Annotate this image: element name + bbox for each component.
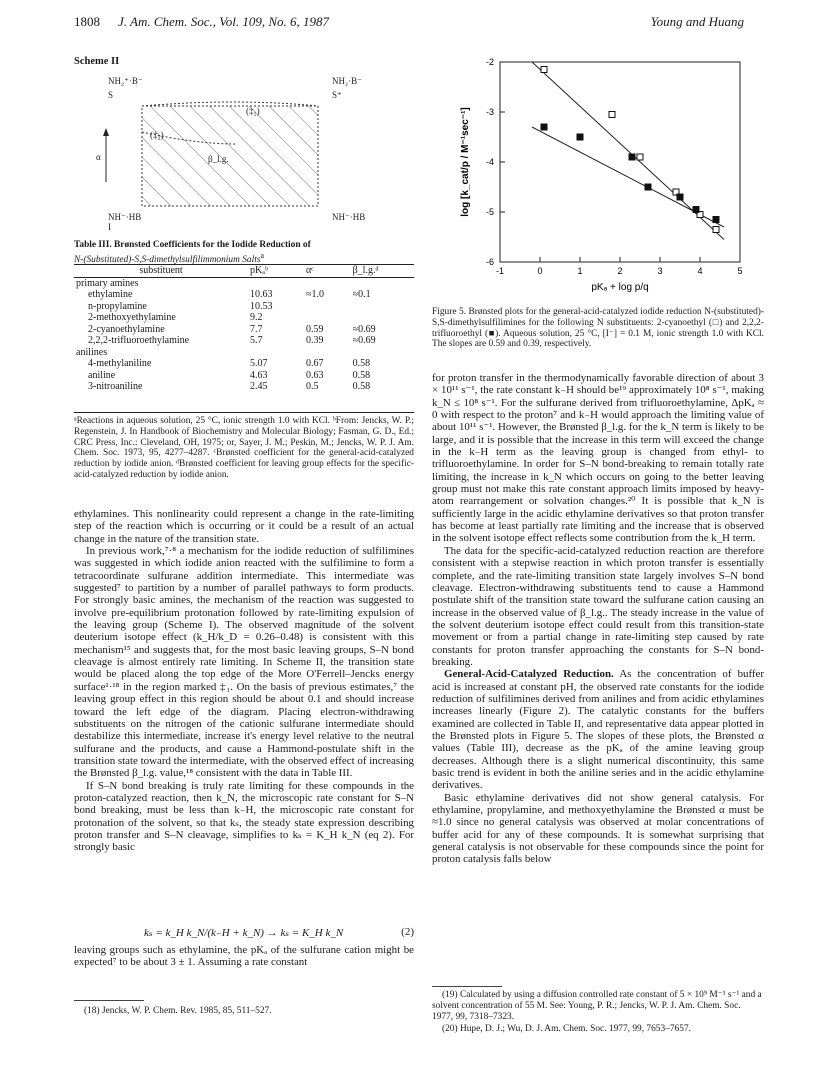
table-cell <box>304 301 351 313</box>
scheme-label: I <box>108 222 111 232</box>
table-cell: 0.58 <box>352 381 371 392</box>
filled-square-point <box>645 184 651 190</box>
table-cell: ≈0.69 <box>352 323 376 335</box>
table-row <box>74 370 414 382</box>
table-cell: ≈0.1 <box>352 289 371 300</box>
table-cell: n-propylamine <box>88 300 147 312</box>
table-cell: 0.58 <box>352 369 371 381</box>
filled-square-point <box>693 207 699 213</box>
scheme-label: NH⁻·HB <box>108 212 142 222</box>
left-footnote: (18) Jencks, W. P. Chem. Rev. 1985, 85, 511–527. <box>84 1006 272 1016</box>
table-cell: 2-methoxyethylamine <box>88 312 176 323</box>
table-row <box>74 301 414 313</box>
table-row <box>74 335 414 347</box>
table-row <box>74 381 414 393</box>
filled-square-point <box>677 194 683 200</box>
table-cell <box>351 301 414 313</box>
col-header: pKₐᵇ <box>248 265 304 278</box>
table-cell: 10.53 <box>250 300 273 312</box>
col-header: β_l.g.ᵈ <box>351 265 414 278</box>
y-tick-label: -3 <box>485 107 494 117</box>
paragraph: The data for the specific-acid-catalyzed reduction reaction are therefore consistent with a stepwise reaction in which proton transfer is essentially complete, and the rate-limiting transition state largely involves S–N bond cleavage. Electron-withdrawing substituents tend to cause a Hammond postulate shift of the transition state toward the sulfurane cation causing an increase in the observed value of β_l.g.. The steady increase in the value of the solvent deuterium isotope effect could result from this transition-state movement or from a partial change in rate-limiting step caused by rate constants for proton transfer approaching the constants for S–N bond-breaking. <box>432 544 764 668</box>
right-footnote: (19) Calculated by using a diffusion controlled rate constant of 5 × 10⁹ M⁻¹ s⁻¹ and a solvent concentration of 55 M. See: Young, P. R.; Jencks, W. P. J. Am. Chem. Soc. 1977, 99, 7318–7323. <box>432 990 762 1022</box>
paragraph: Basic ethylamine derivatives did not show general catalysis. For ethylamine, propylamine, and methoxyethylamine the Brønsted α must be ≈1.0 since no general catalysis was observed at molar concentrations of buffer acid for any of these compounds. It is somewhat surprising that general catalysis is not observable for these compounds since the point for proton catalysis falls below <box>432 791 764 866</box>
right-column-text <box>432 372 764 866</box>
x-tick-label: 3 <box>657 266 663 276</box>
filled-square-point <box>629 154 635 160</box>
col-header: αᶜ <box>304 265 351 278</box>
table-cell: 3-nitroaniline <box>88 381 143 392</box>
scheme-label: S⁺ <box>332 90 342 100</box>
table-row <box>74 289 414 301</box>
table-bottom-rule <box>74 412 414 413</box>
plot-frame <box>500 62 740 262</box>
x-axis-label: pKₐ + log p/q <box>591 282 649 293</box>
x-tick-label: 5 <box>737 266 743 276</box>
open-square-point <box>541 67 547 73</box>
x-tick-label: 2 <box>617 266 623 276</box>
scheme-diagram <box>96 72 396 232</box>
table-cell: 2,2,2-trifluoroethylamine <box>88 335 190 346</box>
scheme-title: Scheme II <box>74 56 120 67</box>
table-cell: ≈1.0 <box>306 289 325 300</box>
table-cell: 0.58 <box>352 358 371 369</box>
scheme-label: (‡₂) <box>150 130 164 140</box>
table-cell: 0.63 <box>306 369 324 381</box>
open-square-point <box>637 154 643 160</box>
scheme-label: S <box>108 90 114 100</box>
scheme-label: NH₂·B⁻ <box>332 76 362 86</box>
table-row <box>74 312 414 324</box>
filled-square-point <box>541 124 547 130</box>
scheme-label: β_l.g. <box>208 154 229 164</box>
paragraph: ethylamines. This nonlinearity could represent a change in the rate-limiting step of the reaction which is occurring or it could be a result of an actual change in the nature of the transition state. <box>74 508 414 545</box>
x-tick-label: 0 <box>537 266 543 276</box>
table-cell: 2.45 <box>250 381 268 392</box>
filled-square-point <box>577 134 583 140</box>
table-cell: 7.7 <box>250 323 263 335</box>
table-cell: 0.5 <box>306 381 319 392</box>
table-group-row <box>74 347 414 359</box>
x-tick-label: 1 <box>577 266 583 276</box>
paragraph: If S–N bond breaking is truly rate limiting for these compounds in the proton-catalyzed reaction, then k_N, the microscopic rate constant for S–N bond breaking, must be less than k₋H, the microscopic rate constant for protonation of the solvent, so that kₛ, the steady state expression describing proton transfer and S–N cleavage, simplifies to kₛ = K_H k_N (eq 2). For strongly basic <box>74 779 414 854</box>
table-cell: 4.63 <box>250 369 268 381</box>
filled-square-point <box>713 217 719 223</box>
y-tick-label: -2 <box>485 57 494 67</box>
author-header: Young and Huang <box>650 14 744 29</box>
scheme-label: NH⁻·HB <box>332 212 366 222</box>
footnote-rule <box>432 986 502 987</box>
scheme-label: (‡₁) <box>246 106 260 116</box>
y-tick-label: -6 <box>485 257 494 267</box>
table-cell: 9.2 <box>250 312 263 323</box>
journal-header: J. Am. Chem. Soc., Vol. 109, No. 6, 1987 <box>118 14 329 29</box>
left-column-continuation: leaving groups such as ethylamine, the pKₐ of the sulfurane cation might be expected⁷ to be about 3 ± 1. Assuming a rate constant <box>74 944 414 969</box>
y-tick-label: -5 <box>485 207 494 217</box>
table-cell: 0.59 <box>306 323 324 335</box>
group-name: anilines <box>76 346 108 358</box>
table-cell: 2-cyanoethylamine <box>88 323 165 335</box>
paragraph: General-Acid-Catalyzed Reduction. As the concentration of buffer acid is increased at constant pH, the observed rate constants for the iodide reduction of sulfilimines derived from anilines and from acidic ethylamines increases linearly (Figure 2). The catalytic constants for the buffers examined are collected in Table II, and representative data appear plotted in the Brønsted plots in Figure 5. The slopes of these plots, the Brønsted α values (Table III), decrease as the pKₐ of the amine leaving group decreases. Although there is a slight numerical discontinuity, this same basic trend is evident in both the aniline series and in the acidic ethylamine derivatives. <box>432 668 765 792</box>
table-group-row <box>74 277 414 289</box>
x-tick-label: -1 <box>495 266 505 276</box>
x-tick-label: 4 <box>697 266 703 276</box>
table-footnotes: ᵃReactions in aqueous solution, 25 °C, ionic strength 1.0 with KCl. ᵇFrom: Jencks, W. P.; Regenstein, J. In Handbook of Biochemistry and Molecular Biology; Fasman, G. D., Ed.; CRC Press, Inc.: Cleveland, OH, 1975; or, Sayer, J. M.; Peskin, M.; Jencks, W. P. J. Am. Chem. Soc. 1973, 95, 4277–4287. ᶜBrønsted coefficient for the general-acid-catalyzed reduction by iodide anion. ᵈBrønsted coefficient for leaving group effects for the specific-acid-catalyzed reduction by iodide anion. <box>74 416 414 480</box>
right-footnote: (20) Hupe, D. J.; Wu, D. J. Am. Chem. Soc. 1977, 99, 7653–7657. <box>442 1024 691 1034</box>
col-header: substituent <box>74 265 248 278</box>
open-square-point <box>713 227 719 233</box>
table-cell: 10.63 <box>250 289 273 300</box>
left-column-text <box>74 508 414 854</box>
table-cell: 0.67 <box>306 358 324 369</box>
table-cell: 5.07 <box>250 358 268 369</box>
group-name: primary amines <box>76 277 139 289</box>
table-cell: 5.7 <box>250 335 263 346</box>
table-cell: ethylamine <box>88 289 133 300</box>
y-tick-label: -4 <box>485 157 494 167</box>
paragraph: In previous work,⁷·⁸ a mechanism for the iodide reduction of sulfilimines was suggested in which iodide anion reacted with the sulfilimine to form a tetracoordinate sulfurane addition intermediate. This intermediate was suggested⁷ to partition by a number of parallel pathways to form products. For strongly basic amines, the mechanism of the reaction was suggested to involve pre-equilibrium protonation followed by rate-limiting expulsion of the leaving group (Scheme I). The observed magnitude of the solvent deuterium isotope effect (k_H/k_D = 0.26–0.48) is consistent with this mechanism¹⁵ and suggests that, for the most basic leaving groups, S–N bond cleavage is almost entirely rate limiting. In Scheme II, the transition state would be placed along the top edge of the More O'Ferrell–Jencks energy surface¹·¹⁸ in the region marked ‡₁. On the basis of previous estimates,⁷ the leaving group effect in this region should be about 0.1 and should increase toward the left edge of the diagram. Placing electron-withdrawing substituents on the nitrogen of the cationic sulfurane intermediate should destabilize this intermediate, increase it's energy level relative to the neutral sulfurane and the products, and cause a Hammond-postulate shift in the transition state toward the intermediate, with the observed effect of increasing the Brønsted β_l.g. value,¹⁸ consistent with the data in Table III. <box>74 545 414 780</box>
table-cell <box>304 312 351 324</box>
table-cell: aniline <box>88 369 116 381</box>
scheme-label: α <box>96 152 101 162</box>
bronsted-plot <box>440 52 760 302</box>
figure-caption: Figure 5. Brønsted plots for the general-acid-catalyzed iodide reduction N-(substituted)-S,S-dimethylsulfilimines for the following N substituents: 2-cyanoethyl (□) and 2,2,2-trifluoroethyl (■). Aqueous solution, 25 °C, [I⁻] = 0.1 M, ionic strength 1.0 with KCl. The slopes are 0.59 and 0.39, respectively. <box>432 307 764 350</box>
table-caption: Table III. Brønsted Coefficients for the Iodide Reduction of N-(Substituted)-S,S-dimethylsulfilimmonium Salts$^a$ <box>74 240 311 265</box>
paragraph: for proton transfer in the thermodynamically favorable direction of about 3 × 10¹¹ s⁻¹, the rate constant k₋H should be¹⁹ approximately 10⁸ s⁻¹, making k_N ≤ 10⁸ s⁻¹. For the sulfurane derived from trifluoroethylamine, ΔpKₐ ≈ 0 with respect to the proton⁷ and k₋H would approach the limiting value of about 10¹¹ s⁻¹. However, the Brønsted β_l.g. for the k_N term is likely to be large, and it is possible that the increase in this term will exceed the change in the k₋H term as the leaving group is changed from ethyl- to trifluoroethylamine. In order for S–N bond-breaking to remain totally rate limiting, the increase in k_N which occurs on going to the better leaving group must not make this rate constant approach limits imposed by heavy-atom rearrangement or solvation changes.²⁰ It is possible that k_N is sufficiently large in the acidic ethylamine derivatives so that proton transfer has become at least partially rate limiting and the increase that is observed in the solvent isotope effect reflects some contribution from the k_H term. <box>432 372 764 545</box>
table-cell: 0.39 <box>306 335 324 346</box>
page-number: 1808 <box>74 14 100 29</box>
table-row <box>74 358 414 370</box>
table-cell: ≈0.69 <box>352 335 376 346</box>
data-table <box>74 264 414 393</box>
table-row <box>74 324 414 336</box>
open-square-point <box>609 112 615 118</box>
table-cell: 4-methylaniline <box>88 358 152 369</box>
table-cell <box>351 312 414 324</box>
y-axis-label: log [k_cat/p / M⁻¹sec⁻¹] <box>460 107 471 217</box>
scheme-label: NH₂⁺·B⁻ <box>108 76 143 86</box>
footnote-rule <box>74 1000 144 1001</box>
